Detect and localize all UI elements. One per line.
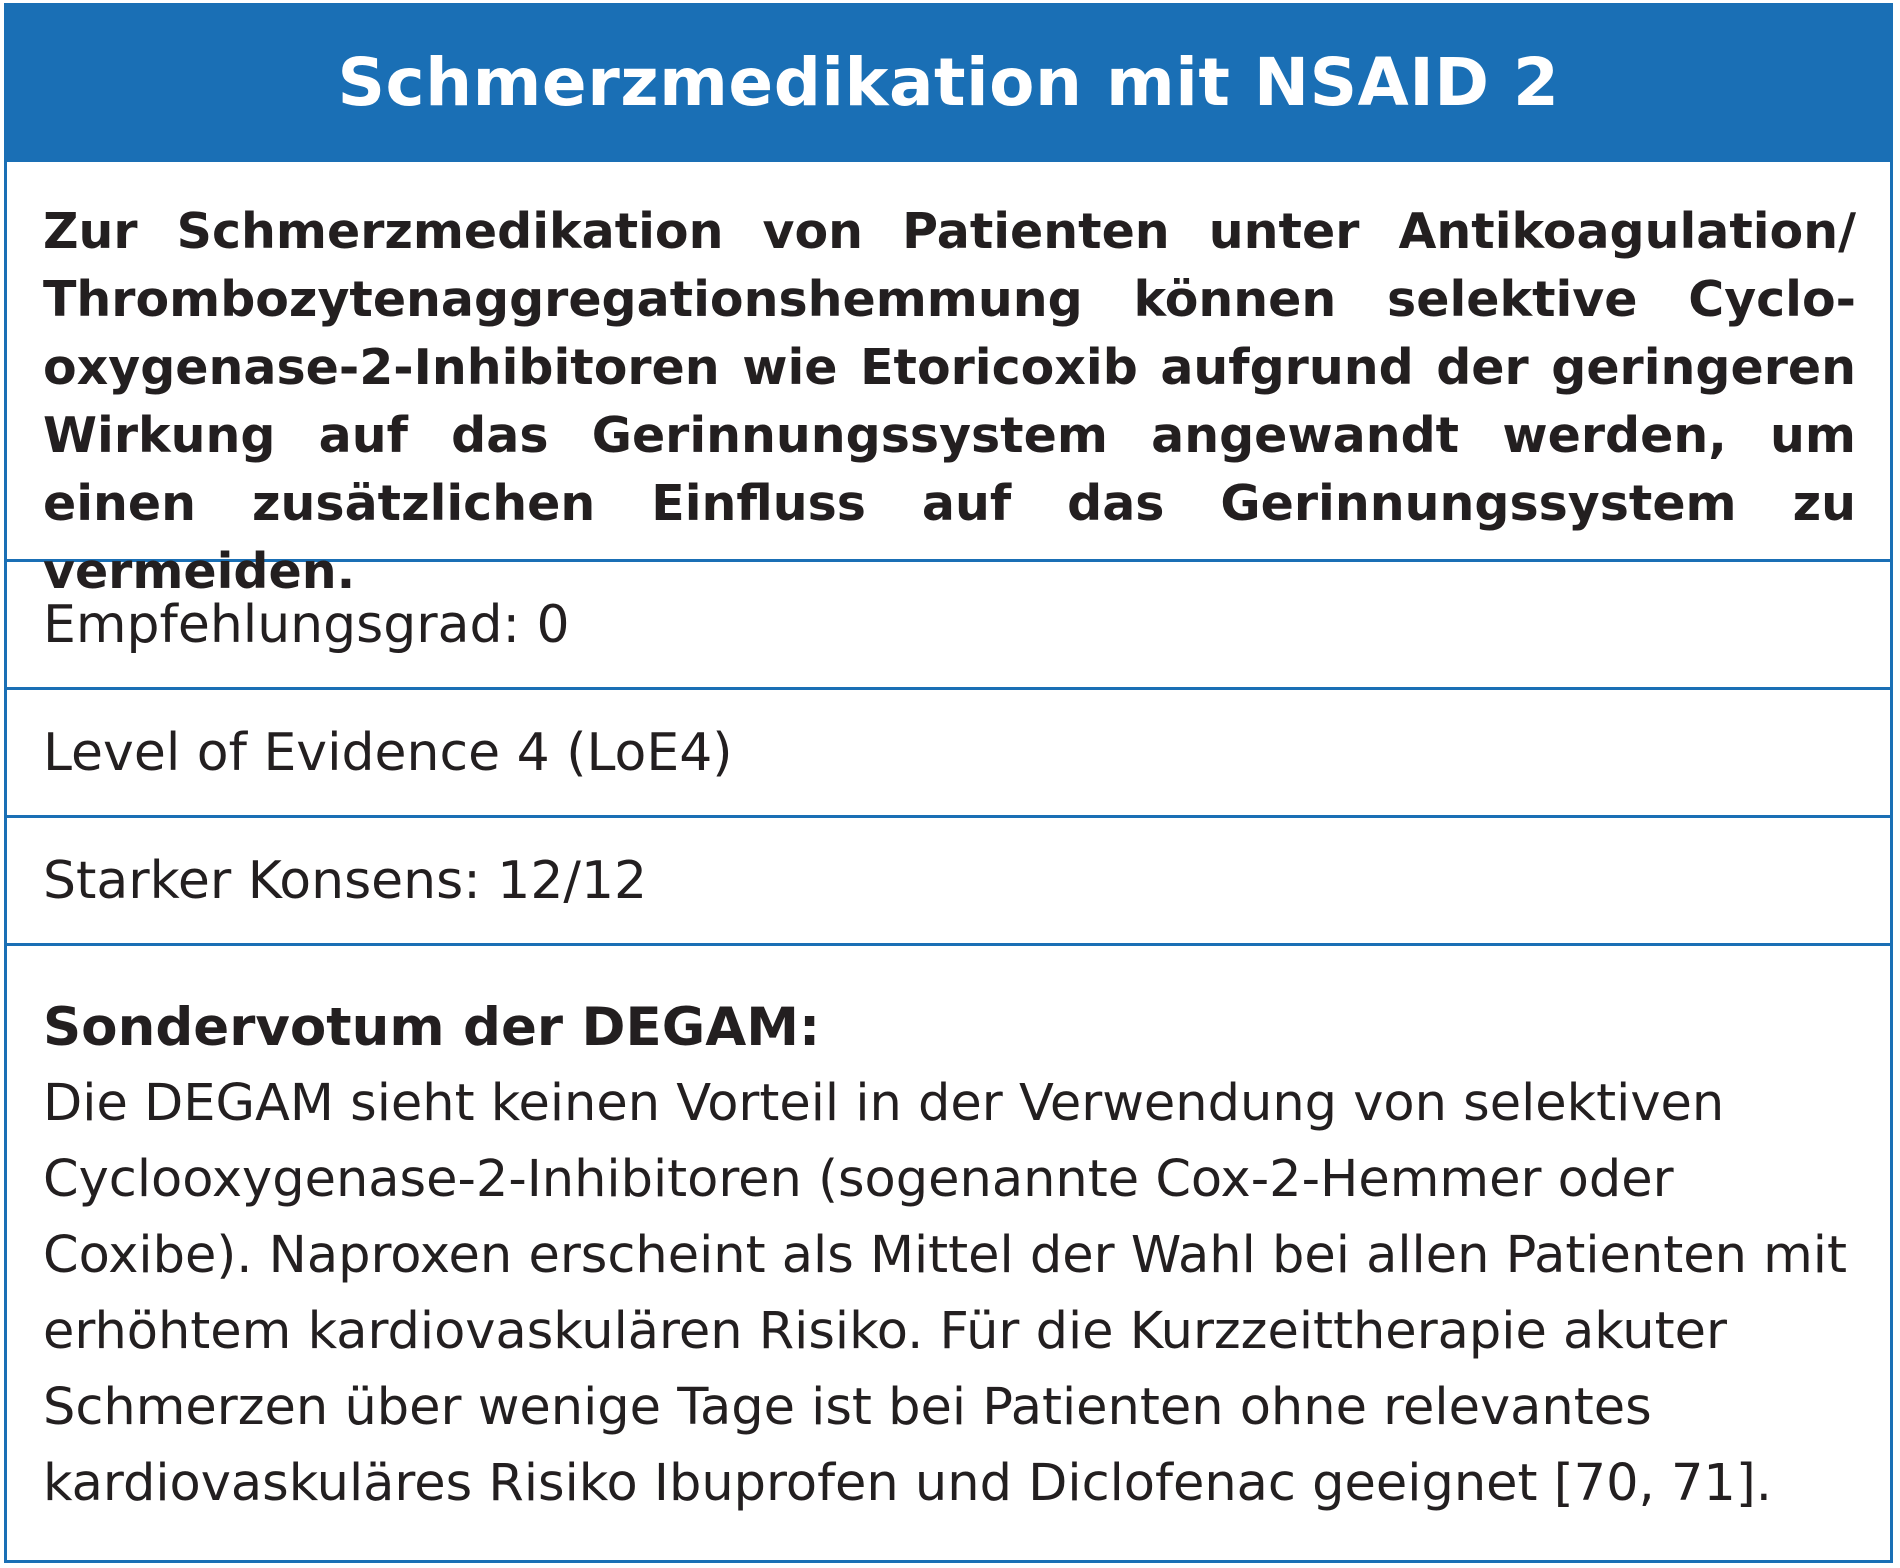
dissent-title: Sondervotum der DEGAM: xyxy=(43,997,821,1058)
box-title: Schmerzmedikation mit NSAID 2 xyxy=(7,6,1890,162)
dissent-section xyxy=(7,943,1890,1522)
evidence-level-row xyxy=(7,687,1890,815)
consensus-row xyxy=(7,815,1890,943)
recommendation-text: Zur Schmerzmedikation von Patienten unter Antikoagulation/ Thrombozytenaggregationshemmung können selektive Cyclooxygenase-2-Inhibitoren wie Etoricoxib aufgrund der geringeren Wirkung auf das Gerinnungssystem angewandt werden, um einen zusätzlichen Einfluss auf das Gerinnungssystem zu vermeiden. xyxy=(43,203,1856,600)
recommendation-box xyxy=(4,3,1893,1563)
consensus-value: Starker Konsens: 12/12 xyxy=(43,850,648,911)
recommendation-grade: Empfehlungsgrad: 0 xyxy=(43,594,570,655)
dissent-text: Die DEGAM sieht keinen Vorteil in der Verwendung von selektiven Cyclooxygenase-2-Inhibitoren (sogenannte Cox-2-Hemmer oder Coxibe). Naproxen erscheint als Mittel der Wahl bei allen Patienten mit erhöhtem kardiovaskulären Risiko. Für die Kurzzeittherapie akuter Schmerzen über wenige Tage ist bei Patienten ohne relevantes kardiovaskuläres Risiko Ibuprofen und Diclofenac geeignet [70, 71]. xyxy=(43,1074,1847,1513)
evidence-level: Level of Evidence 4 (LoE4) xyxy=(43,722,733,783)
